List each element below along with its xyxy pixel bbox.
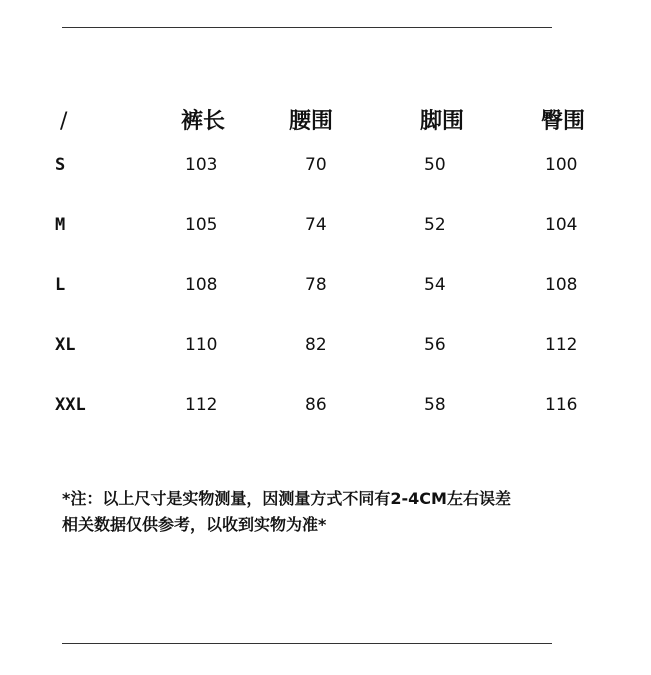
cell-hip: 116 bbox=[545, 395, 578, 415]
row-size-label: M bbox=[55, 215, 66, 235]
measurement-note bbox=[62, 486, 622, 538]
header-length: 裤长 bbox=[181, 109, 226, 134]
cell-hem: 52 bbox=[424, 215, 446, 235]
row-size-label: XL bbox=[55, 335, 76, 355]
cell-length: 112 bbox=[185, 395, 218, 415]
cell-waist: 82 bbox=[305, 335, 327, 355]
header-size-column: / bbox=[60, 109, 68, 134]
cell-hip: 104 bbox=[545, 215, 578, 235]
bottom-divider bbox=[62, 643, 552, 644]
cell-hem: 58 bbox=[424, 395, 446, 415]
row-size-label: XXL bbox=[55, 395, 86, 415]
cell-hip: 100 bbox=[545, 155, 578, 175]
cell-waist: 78 bbox=[305, 275, 327, 295]
header-hip: 臀围 bbox=[541, 109, 586, 134]
note-line-1: *注：以上尺寸是实物测量，因测量方式不同有2-4CM左右误差 bbox=[62, 489, 511, 508]
row-size-label: S bbox=[55, 155, 66, 175]
cell-hem: 50 bbox=[424, 155, 446, 175]
row-size-label: L bbox=[55, 275, 66, 295]
header-waist: 腰围 bbox=[289, 109, 334, 134]
header-hem: 脚围 bbox=[420, 109, 465, 134]
cell-length: 108 bbox=[185, 275, 218, 295]
cell-length: 103 bbox=[185, 155, 218, 175]
cell-length: 110 bbox=[185, 335, 218, 355]
cell-waist: 86 bbox=[305, 395, 327, 415]
cell-hem: 54 bbox=[424, 275, 446, 295]
cell-length: 105 bbox=[185, 215, 218, 235]
cell-waist: 70 bbox=[305, 155, 327, 175]
note-line-2: 相关数据仅供参考，以收到实物为准* bbox=[62, 515, 327, 534]
cell-hem: 56 bbox=[424, 335, 446, 355]
cell-hip: 112 bbox=[545, 335, 578, 355]
cell-waist: 74 bbox=[305, 215, 327, 235]
cell-hip: 108 bbox=[545, 275, 578, 295]
